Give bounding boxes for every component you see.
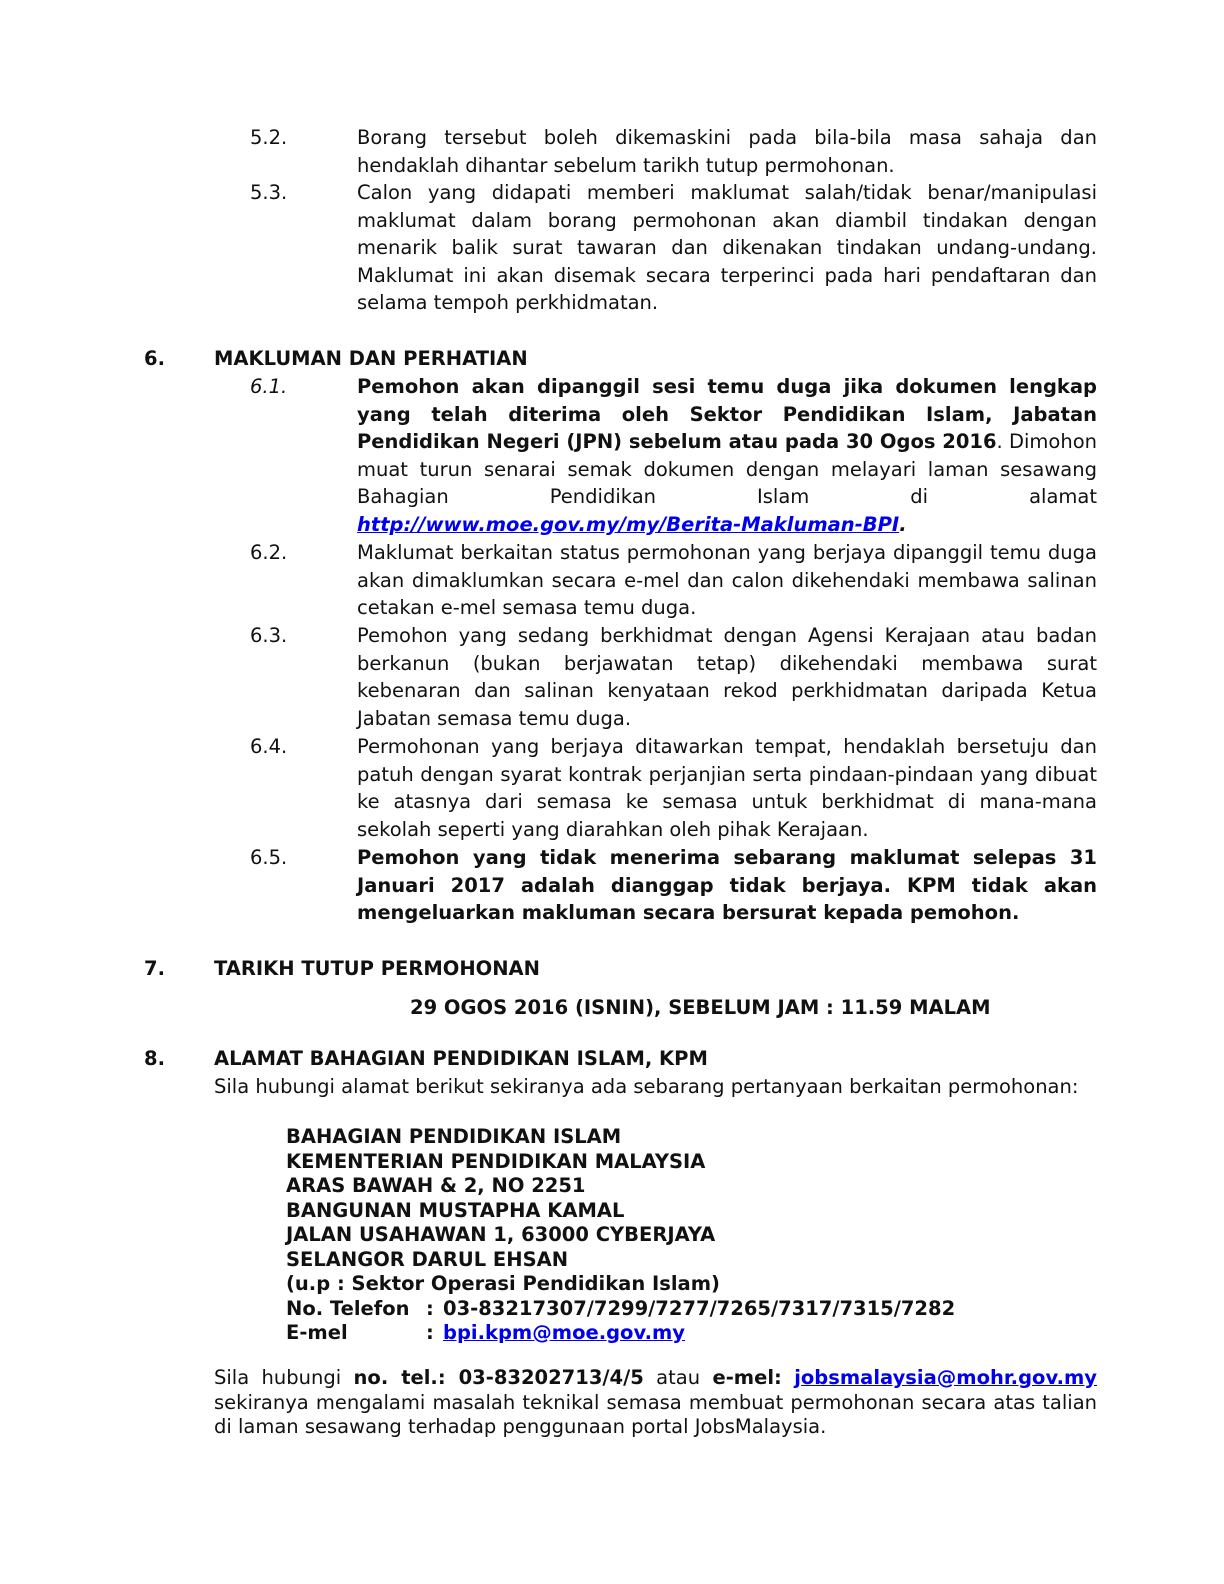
list-item-6-5 [250, 844, 1097, 927]
footer-text: sekiranya mengalami masalah teknikal semasa membuat permohonan secara atas talian di laman sesawang terhadap penggunaan portal JobsMalaysia. [214, 1390, 1097, 1438]
bpi-website-link[interactable]: http://www.moe.gov.my/my/Berita-Makluman-BPI [357, 512, 900, 536]
list-item-6-3 [250, 622, 1097, 732]
address-line: (u.p : Sektor Operasi Pendidikan Islam) [286, 1272, 720, 1295]
section-title: ALAMAT BAHAGIAN PENDIDIKAN ISLAM, KPM [214, 1047, 708, 1070]
item-text: Borang tersebut boleh dikemaskini pada bila-bila masa sahaja dan hendaklah dihantar sebelum tarikh tutup permohonan. [357, 126, 1097, 177]
item-text: Calon yang didapati memberi maklumat salah/tidak benar/manipulasi maklumat dalam borang permohonan akan diambil tindakan dengan menarik balik surat tawaran dan dikenakan tindakan undang-undang. Maklumat ini akan disemak secara terperinci pada hari pendaftaran dan selama tempoh perkhidmatan. [357, 181, 1097, 315]
email-label: E-mel [286, 1321, 348, 1344]
link-end: . [899, 512, 907, 536]
list-item-5-2 [250, 124, 1097, 179]
item-plain-text: Dimohon muat turun senarai semak dokumen dengan melayari laman sesawang Bahagian Pendidikan Islam di alamat [357, 430, 1097, 509]
footer-text: Sila hubungi [214, 1366, 342, 1389]
item-text-end: . [996, 430, 1003, 454]
list-item-5-3 [250, 179, 1097, 317]
address-line: KEMENTERIAN PENDIDIKAN MALAYSIA [286, 1149, 706, 1173]
item-number: 6.5. [250, 846, 288, 869]
address-line: BANGUNAN MUSTAPHA KAMAL [286, 1198, 625, 1222]
phone-row [286, 1296, 956, 1322]
technical-help-paragraph [214, 1366, 1097, 1440]
list-item-6-1 [250, 373, 1097, 539]
item-number: 5.3. [250, 181, 288, 204]
item-text: Pemohon yang tidak menerima sebarang maklumat selepas 31 Januari 2017 adalah dianggap tidak berjaya. KPM tidak akan mengeluarkan makluman secara bersurat kepada pemohon. [357, 846, 1097, 925]
item-number: 6.4. [250, 735, 288, 758]
section-number: 7. [144, 957, 165, 980]
list-item-6-2 [250, 539, 1097, 622]
item-number: 6.1. [250, 375, 288, 398]
separator: : [426, 1321, 434, 1344]
item-text: Maklumat berkaitan status permohonan yang berjaya dipanggil temu duga akan dimaklumkan secara e-mel dan calon dikehendaki membawa salinan cetakan e-mel semasa temu duga. [357, 541, 1097, 620]
section-title: TARIKH TUTUP PERMOHONAN [214, 957, 540, 980]
list-item-6-4 [250, 733, 1097, 843]
footer-text: atau [656, 1366, 701, 1389]
address-line: SELANGOR DARUL EHSAN [286, 1247, 569, 1271]
email-row [286, 1321, 720, 1346]
section-8-intro: Sila hubungi alamat berikut sekiranya ada sebarang pertanyaan berkaitan permohonan: [214, 1075, 1079, 1098]
item-number: 6.2. [250, 541, 288, 564]
bpi-email-link[interactable]: bpi.kpm@moe.gov.my [443, 1321, 686, 1344]
item-number: 5.2. [250, 126, 288, 149]
footer-email-label: e-mel: [712, 1366, 782, 1389]
item-text: Pemohon yang sedang berkhidmat dengan Agensi Kerajaan atau badan berkanun (bukan berjawatan tetap) dikehendaki membawa surat kebenaran dan salinan kenyataan rekod perkhidmatan daripada Ketua Jabatan semasa temu duga. [357, 624, 1097, 730]
section-title: MAKLUMAN DAN PERHATIAN [214, 347, 528, 370]
item-text: Permohonan yang berjaya ditawarkan tempat, hendaklah bersetuju dan patuh dengan syarat kontrak perjanjian serta pindaan-pindaan yang dibuat ke atasnya dari semasa ke semasa untuk berkhidmat di mana-mana sekolah seperti yang diarahkan oleh pihak Kerajaan. [357, 735, 1097, 841]
separator: : [426, 1296, 434, 1320]
footer-phone: no. tel.: 03-83202713/4/5 [353, 1366, 644, 1389]
address-block [286, 1125, 956, 1346]
item-text [357, 373, 1097, 539]
closing-date: 29 OGOS 2016 (ISNIN), SEBELUM JAM : 11.59 MALAM [410, 996, 991, 1019]
jobsmalaysia-email-link[interactable]: jobsmalaysia@mohr.gov.my [794, 1366, 1098, 1389]
phone-value: 03-83217307/7299/7277/7265/7317/7315/7282 [443, 1296, 956, 1320]
phone-label: No. Telefon [286, 1296, 410, 1320]
item-number: 6.3. [250, 624, 288, 647]
address-line: BAHAGIAN PENDIDIKAN ISLAM [286, 1125, 622, 1148]
item-bold-text: Pemohon akan dipanggil sesi temu duga jika dokumen lengkap yang telah diterima oleh Sektor Pendidikan Islam, Jabatan Pendidikan Negeri (JPN) sebelum atau pada 30 Ogos 2016 [357, 375, 1097, 454]
address-line: JALAN USAHAWAN 1, 63000 CYBERJAYA [286, 1223, 716, 1246]
section-number: 6. [144, 347, 165, 370]
address-line: ARAS BAWAH & 2, NO 2251 [286, 1174, 586, 1197]
section-number: 8. [144, 1047, 165, 1070]
